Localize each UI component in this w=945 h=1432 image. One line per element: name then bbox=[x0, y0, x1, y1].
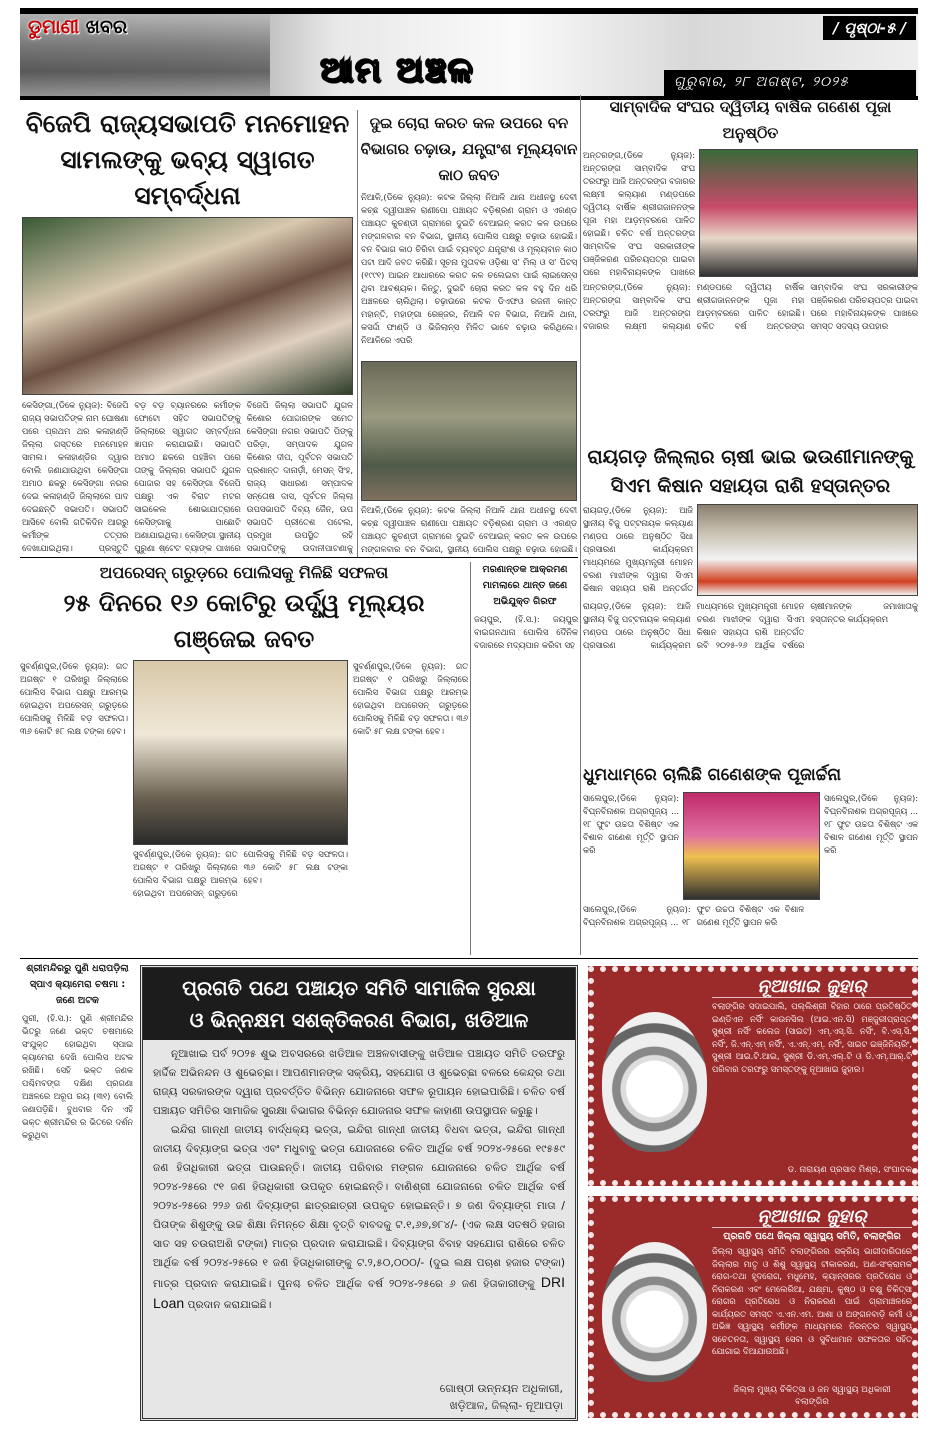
ad-subtitle: ପ୍ରଗତି ପଥେ ଜିଲ୍ଲା ସ୍ୱାସ୍ଥ୍ୟ ସମିତି, ବଲାଙ୍ଗିର bbox=[723, 1231, 901, 1242]
article-journalist-puja bbox=[583, 94, 918, 440]
headline-puri: ଶ୍ରୀମନ୍ଦିରରୁ ପୁଣି ଧରାପଡ଼ିଲା ସ୍ପାଏ କ୍ୟାମେରା ଚଷମା : ଜଣେ ଅଟକ bbox=[26, 963, 129, 1006]
advertisement-khariar-block bbox=[140, 965, 578, 1421]
article-body-raygada-cont: ରାୟଗଡ଼,(ଡିକେ ନ୍ୟୁଜ): ଆଜି ସ୍ଥାନୀୟ ବିଜୁ ପଟ୍ଟନାୟକ କଲ୍ୟାଣ ମଣ୍ଡପ ଠାରେ ଅନୁଷ୍ଠିତ ସିଧା ପ୍ରସାରଣ କାର୍ଯ୍ୟକ୍ରମ ମାଧ୍ୟମରେ ମୁଖ୍ୟମନ୍ତ୍ରୀ ମୋହନ ଚରଣ ମାଝୀଙ୍କ ଦ୍ୱାରା ସିଏମ କିଷାନ ସହାୟତା ରାଶି ଅନ୍ତର୍ଗତ ରବି ୨୦୨୫-୨୬ ଆର୍ଥିକ ବର୍ଷରେ ଚାଷୀମାନଙ୍କ ଜମାଖାତାକୁ ହସ୍ତାନ୍ତର କାର୍ଯ୍ୟକ୍ରମ bbox=[583, 601, 918, 650]
article-body-bjp: କେସିଙ୍ଗା,(ଡିକେ ନ୍ୟୁଜ): ବିଜେପି ରାଜ୍ୟ ସଭାପତିଙ୍କ ନାମ ଘୋଷଣା ପରେ ପ୍ରଥମ ଥର କଳାହାଣ୍ଡି ଜିଲ୍ଲା ଗସ୍ତରେ ମନମୋହନ ସାମଲ। କଳାହାଣ୍ଡିର ଦ୍ୱାର ବୋଲି ଜଣାଯାଉଥିବା କେସିଙ୍ଗା ଅମାଠ ଛକରୁ କେସିଙ୍ଗା ନଗର ଦେଇ କଳାହାଣ୍ଡି ଜିଲ୍ଲାରେ ପାଦ ଦେଇଛନ୍ତି ସଭାପତି। ସଭାପତି ଆସିବେ ବୋଲି ଗତିକିଦିନ ଆଗରୁ କର୍ମୀଙ୍କ ତତ୍ପର ଦେଖାଯାଇଥିଲା। ପ୍ରସ୍ତୁତି ବଡ଼ ବଡ଼ ବ୍ୟାନରରେ କର୍ମୀଙ୍କ ଫୋଟୋ ସହିତ ସଭାପତିଙ୍କୁ ଜିଲ୍ଲାରେ ସ୍ୱାଗତ ସମ୍ବର୍ଦ୍ଧନା ଜ୍ଞାପନ କରାଯାଇଛି। ସଭାପତି ଅମାଠ ଛକରେ ପହଞ୍ଚିବା ପରେ ତାଙ୍କୁ ଜିଲ୍ଲାର ସଭାପତି ଯୁଗଳ ପୋଦ୍ଦାର ସହ କେସିଙ୍ଗା ବିଜେପି ପକ୍ଷରୁ ଏକ ବିରାଟ ମଟର ସାଇକେଲ ଶୋଭାଯାତ୍ରାରେ କେସିଙ୍ଗାକୁ ପାଛୋଟି ଅଣାଯାଇଥିଲା। କେସିଙ୍ଗା ସ୍ଥାନୀୟ ପୁରୁଣା ଷ୍ଟେଟ ବ୍ୟାଙ୍କ ପାଖରେ ବିଜେପି ଜିଲ୍ଲା ସଭାପତି ଯୁଗଳ କିଶୋର ପୋଦ୍ଦାରଙ୍କ ସମେତ କେସିଙ୍ଗା ନଗର ସଭାପତି ପିଙ୍କୁ ପରିଡ଼ା, ସମ୍ପାଦକ ଯୁଗଳ କିଶୋର ଦୀପ, ପୂର୍ବତନ ସଭାପତି ପ୍ରଶାନ୍ତ ଦାନାର୍ଡ଼ୀ, ମେସନ୍ ସିଂହ, ରାଜ୍ୟ ସାଧାରଣ ସମ୍ପାଦକ ସନ୍ତୋଷ ଦାସ, ପୂର୍ବତନ ଜିଲ୍ଲା ଉପସଭାପତି ଦିବ୍ୟ ଜୈନ, ଉପ ସଭାପତି ପ୍ରୀତେଶ ପଟେଲ, ପ୍ରମୁଖ ଉପସ୍ଥିତ ରହି ସଭାପତିଙ୍କୁ ଉଦାନୀପାଟଣାକୁ bbox=[22, 400, 353, 554]
article-bjp bbox=[20, 106, 355, 556]
section-title: ଆମ ଅଞ୍ଚଳ bbox=[320, 50, 475, 90]
signature-line-1: ଜିଲ୍ଲା ମୁଖ୍ୟ ଚିକିତ୍ସା ଓ ଜନ ସ୍ୱାସ୍ଥ୍ୟ ଅଧିକାରୀ bbox=[733, 1385, 891, 1395]
logo-word-1: ଡୁମାଣୀ bbox=[28, 16, 80, 38]
column-divider bbox=[470, 562, 471, 955]
ad-signature: ଡ. ନାରାୟଣ ପ୍ରସାଦ ମିଶ୍ର, ସଂପାଦକ bbox=[787, 1165, 912, 1175]
dri-loan-label: DRI Loan bbox=[153, 1274, 565, 1311]
article-body-jaipur: ଜୟପୁର, (ହି.ସ.): ଜୟପୁର ବାଇଗନଥାନା ପୋଲିସ ଦୈନିକ ବଜାରରେ ମଦ୍ୟପାନ କରିବା ସହ bbox=[474, 614, 578, 650]
newspaper-logo bbox=[28, 16, 127, 38]
ad-header bbox=[143, 968, 575, 1040]
ad-title-line-1: ପ୍ରଗତି ପଥେ ପଞ୍ଚାୟତ ସମିତି ସାମାଜିକ ସୁରକ୍ଷା bbox=[182, 976, 536, 1000]
advertisement-nuakhai-health bbox=[588, 1196, 918, 1418]
ad-title: ନୂଆଖାଇ ଜୁହାର୍ bbox=[712, 1206, 912, 1228]
article-body-salepur: ସାଲେପୁର,(ଡିକେ ନ୍ୟୁଜ): ବିଘ୍ନବିନାଶକ ଅଗ୍ରପୂଜ୍ୟ ... ୧୮ ଫୁଟ ଉଚ୍ଚତା ବିଶିଷ୍ଟ ଏକ ବିଶାଳ ଗଣେଶ ମୂର୍ତ୍ତି ସ୍ଥାପନ କରି bbox=[583, 793, 679, 855]
headline-journalist-puja: ସାମ୍ବାଦିକ ସଂଘର ଦ୍ୱିତୀୟ ବାର୍ଷିକ ଗଣେଶ ପୂଜା ଅନୁଷ୍ଠିତ bbox=[609, 98, 892, 142]
kicker-ganja: ଅପରେସନ୍ ଗରୁଡ଼ରେ ପୋଲିସକୁ ମିଳିଛି ସଫଳତା bbox=[99, 563, 389, 582]
issue-date: ଗୁରୁବାର, ୨୮ ଅଗଷ୍ଟ, ୨୦୨୫ bbox=[664, 70, 916, 96]
photo-ganesh-idol bbox=[683, 792, 820, 900]
page-number: / ପୃଷ୍ଠା-୫ / bbox=[823, 16, 916, 40]
article-body-sawmill: ନିଆଳି,(ଡିକେ ନ୍ୟୁଜ): କଟକ ଜିଲ୍ଲା ନିଆଳି ଥାନା ଅଧୀନସ୍ଥ ଦେବୀ କଚ୍ଛ ଦ୍ୱୀପାଞ୍ଚଳ ରାଣୀପୋ ପଞ୍ଚାୟତ ବଡ଼ିଶ୍ରଣ ଗ୍ରାମ ଓ ଏରଣ୍ଡ ପଞ୍ଚାୟତ କୁଚଣ୍ଡୀ ଗ୍ରାମରେ ଦୁଇଟି ବେଆଇନ୍ କରତ କଳ ଉପରେ ମଙ୍ଗଳବାର ବନ ବିଭାଗ, ସ୍ଥାନୀୟ ପୋଲିସ ପକ୍ଷରୁ ଚଢ଼ାଉ ହୋଇଛି। ବନ ବିଭାଗ କାଠ ଚିରିବା ପାଇଁ ବ୍ୟବହୃତ ଯନ୍ତ୍ରାଂଶ ଓ ମୂଲ୍ୟବାନ କାଠ ପଟା ଆଦି ଜବତ କରିଛି। ସୂଚନା ମୁତାବକ ଓଡ଼ିଶା ସ’ ମିଲ୍ ଓ ସ’ ପିଟସ୍ (୧୯୯୧) ଆଇନ ଆଧାରରେ କରତ କଳ ଚଲେଇବା ପାଇଁ ଲାଇସେନ୍ସ ଥିବା ଆବଶ୍ୟକ। କିନ୍ତୁ, ଦୁଇଟି ଚୋରା କରତ କଳ ବହୁ ଦିନ ଧରି ଅଞ୍ଚଳରେ ଚାଲିଥିଲା। ଚଢ଼ାଉରେ କଟକ ଡିଏଫଓ ରଜନୀ କାନ୍ତ ମହାନ୍ତି, ମହାଙ୍ଗା ରେଞ୍ଜର, ନିଆଳି ବନ ବିଭାଗ, ନିଆଳି ଥାନା, କସର୍ଦ୍ଦା ଫାଣ୍ଡି ଓ ଭିଜିଲାନ୍ସ ମିଳିତ ଭାବେ ଚଢ଼ାଉ କରିଥିଲେ। ନିଆଳିରେ ଏପରି bbox=[361, 192, 577, 345]
headline-sawmill: ଦୁଇ ଚୋରା କରତ କଳ ଉପରେ ବନ ବିଭାଗର ଚଢ଼ାଉ, ଯନ୍ତ୍ରାଂଶ ମୂଲ୍ୟବାନ କାଠ ଜବତ bbox=[360, 114, 578, 184]
row-divider bbox=[20, 958, 918, 959]
headline-ganja: ୨୫ ଦିନରେ ୧୬ କୋଟିରୁ ଉର୍ଦ୍ଧ୍ୱ ମୂଲ୍ୟର ଗଞ୍ଜେଇ ଜବତ bbox=[63, 589, 425, 653]
article-body-journalist-puja: ଅନ୍ତରଙ୍ଗ,(ଡିକେ ନ୍ୟୁଜ): ଅନ୍ତରଙ୍ଗ ସାମ୍ବାଦିକ ସଂଘ ତରଫରୁ ଆଜି ଅନ୍ତରଙ୍ଗ ବଜାରର ଲକ୍ଷ୍ମୀ କଲ୍ୟାଣ ମଣ୍ଡପରେ ଦ୍ୱିତୀୟ ବାର୍ଷିକ ଶ୍ରୀଗଜାନନଙ୍କ ପୂଜା ମହା ଆଡ଼ମ୍ବରରେ ପାଳିତ ହୋଇଛି। ଚଳିତ ବର୍ଷ ଅନ୍ତରଙ୍ଗ ସାମ୍ବାଦିକ ସଂଘ ସରକାରୀଙ୍କ ପଞ୍ଜିକରଣ ପରିଚୟପତ୍ର ପାଇବା ପରେ ମହାବିନାୟକଙ୍କ ପାଖରେ bbox=[583, 150, 695, 277]
signature-line-2: ଖଡ଼ିଆଳ, ଜିଲ୍ଲା- ନୂଆପଡ଼ା bbox=[449, 1399, 563, 1412]
logo-word-2: ଖବର bbox=[85, 16, 128, 38]
article-body-ganja-right: ସୁବର୍ଣ୍ଣପୁର,(ଡିକେ ନ୍ୟୁଜ): ଗତ ଅଗଷ୍ଟ ୧ ତାରିଖରୁ ଜିଲ୍ଲାରେ ପୋଲିସ ବିଭାଗ ପକ୍ଷରୁ ଆରମ୍ଭ ହୋଇଥିବା ଅପରେସନ୍ ଗରୁଡ଼ରେ ପୋଲିସକୁ ମିଳିଛି ବଡ଼ ସଫଳତା। ୩୬ କୋଟି ୫୮ ଲକ୍ଷ ଟଙ୍କା ହେବ। bbox=[353, 661, 468, 736]
raygada-top-row bbox=[583, 504, 918, 596]
ad-content bbox=[712, 1206, 912, 1408]
ad-body bbox=[143, 1040, 575, 1377]
ad-paragraph-1: ନୂଆଖାଇ ପର୍ବ ୨୦୨୫ ଶୁଭ ଅବସରରେ ଖଡିଆଳ ଅଞ୍ଚଳବାସୀଙ୍କୁ ଖଡିଆଳ ପଞ୍ଚାୟତ ସମିତି ତରଫରୁ ହାର୍ଦ୍ଦିକ ଅଭିନନ୍ଦନ ଓ ଶୁଭେଚ୍ଛା। ଆପଣମାନଙ୍କ ସକ୍ରିୟ, ସହଯୋଗ ଓ ଶୁଭେଚ୍ଛା ବଳରେ କେନ୍ଦ୍ର ତଥା ରାଜ୍ୟ ସରକାରଙ୍କ ଦ୍ୱାରା ପ୍ରବର୍ତ୍ତିତ ବିଭିନ୍ନ ଯୋଜନାରେ ସଫଳ ରୂପାୟନ ହୋଇପାରିଛି। ଚଳିତ ବର୍ଷ ପଞ୍ଚାୟତ ସମିତିର ସାମାଜିକ ସୁରକ୍ଷା ବିଭାଗର ବିଭିନ୍ନ ଯୋଜନାର ସଫଳ କାହାଣୀ ଉପସ୍ଥାପନ କରୁଛୁ। bbox=[153, 1048, 565, 1117]
row-divider bbox=[20, 557, 578, 558]
article-body-sawmill-cont: ନିଆଳି,(ଡିକେ ନ୍ୟୁଜ): କଟକ ଜିଲ୍ଲା ନିଆଳି ଥାନା ଅଧୀନସ୍ଥ ଦେବୀ କଚ୍ଛ ଦ୍ୱୀପାଞ୍ଚଳ ରାଣୀପୋ ପଞ୍ଚାୟତ ବଡ଼ିଶ୍ରଣ ଗ୍ରାମ ଓ ଏରଣ୍ଡ ପଞ୍ଚାୟତ କୁଚଣ୍ଡୀ ଗ୍ରାମରେ ଦୁଇଟି ବେଆଇନ୍ କରତ କଳ ଉପରେ ମଙ୍ଗଳବାର ବନ ବିଭାଗ, ସ୍ଥାନୀୟ ପୋଲିସ ପକ୍ଷରୁ ଚଢ଼ାଉ ହୋଇଛି। bbox=[361, 505, 577, 554]
article-raygada bbox=[583, 443, 918, 760]
headline-jaipur: ମରଣାନ୍ତକ ଆକ୍ରମଣ ମାମଲାରେ ଥାନ୍ତ ଜଣେ ଅଭିଯୁକ୍ତ ଗିରଫ bbox=[482, 564, 568, 607]
article-puri bbox=[20, 961, 135, 1421]
ad-title-line-2: ଓ ଭିନ୍ନକ୍ଷମ ସଶକ୍ତିକରଣ ବିଭାଗ, ଖଡିଆଳ bbox=[189, 1008, 529, 1032]
column-divider bbox=[580, 95, 581, 955]
ad-text: ବଲାଙ୍ଗିର ସଦାଇପାଲି, ପଲ୍ଲିଶ୍ରୀ ବିହାର ଠାରେ ପ୍ରତିଷ୍ଠିତ ଇଣ୍ଡିଏନ ନର୍ସିଂ କାଉନସିଲ (ଆଇ.ଏନ.ସି) ମଞ୍ଜୁରୀପ୍ରାପ୍ତ ସୁଶ୍ରୀ ନର୍ସିଂ କଲେଜ (ସାଇଟ) ଏମ୍.ଏସ୍.ସି. ନର୍ସିଂ, ବି.ଏସ୍.ସି. ନର୍ସିଂ, ଜି.ଏନ୍.ଏମ୍ ନର୍ସିଂ, ଏ.ଏନ୍.ଏମ୍. ନର୍ସିଂ, ସାଇଟ ଇଞ୍ଜିନିୟରିଂ, ସୁଶ୍ରୀ ଆଇ.ଟି.ଆଇ, ସୁଶ୍ରୀ ଡି.ଏମ୍.ଏଲ୍.ଟି ଓ ଡି.ଏମ୍.ଆର୍.ଟି ପରିବାର ତରଫରୁ ସମସ୍ତଙ୍କୁ ନୂଆଖାଇ ଜୁହାର। bbox=[712, 1001, 912, 1074]
photo-journalist-puja bbox=[699, 149, 918, 277]
ad-text: ଜିଲ୍ଲା ସ୍ୱାସ୍ଥ୍ୟ ସମିତି ବଲାଙ୍ଗିରର ସକ୍ରିୟ ଭାଗୀଦାରିତାରେ ଜିଲ୍ଲାର ମାତୃ ଓ ଶିଶୁ ସ୍ୱାସ୍ଥ୍ୟ ଟୀକାକରଣ, ଅଣ-ସଂକ୍ରାମକ ରୋଗ-ତଥା ହୃଦରୋଗ, ମଧୁମେହ, କ୍ୟାନ୍ସରର ପ୍ରତିରୋଧ ଓ ନିରାକରଣ ଏବଂ ମେଲେରିଆ, ଯକ୍ଷ୍ମା, କୁଷ୍ଠ ଓ ଚକ୍ଷୁ ଚିକିତ୍ସା ରୋଗର ପ୍ରତିରୋଧ ଓ ନିରାକରଣ ପାଇଁ ଗ୍ରାମାଞ୍ଚଳରେ କାର୍ଯ୍ୟରତ ସମସ୍ତ ଏ.ଏନ.ଏମ. ଆଶା ଓ ଅଙ୍ଗନବାଡ଼ି କର୍ମୀ ଓ ଅଭିଜ୍ଞ ସ୍ୱାସ୍ଥ୍ୟ କର୍ମୀଙ୍କ ମାଧ୍ୟମରେ ନିରନ୍ତର ସ୍ୱାସ୍ଥ୍ୟ ସଚେତନତା, ସ୍ୱାସ୍ଥ୍ୟ ସେବା ଓ ସୁବିଧାମାନ ସଫଳତାର ସହିତ ଯୋଗାଇ ଦିଆଯାଉଅଛି। bbox=[712, 1246, 912, 1356]
article-salepur bbox=[583, 762, 918, 956]
ad-paragraph-2: ଇନ୍ଦିରା ଗାନ୍ଧୀ ଜାତୀୟ ବାର୍ଦ୍ଧକ୍ୟ ଭତ୍ତା, ଇନ୍ଦିରା ଗାନ୍ଧୀ ଜାତୀୟ ବିଧବା ଭତ୍ତା, ଇନ୍ଦିରା ଗାନ୍ଧୀ ଜାତୀୟ ଦିବ୍ୟାଙ୍ଗ ଭତ୍ତା ଏବଂ ମଧୁବାବୁ ଭତ୍ତା ଯୋଜନାରେ ଚଳିତ ଆର୍ଥିକ ବର୍ଷ ୨୦୨୪-୨୫ରେ ୧୯୫୫୯ ଜଣ ହିତାଧିକାରୀ ଭତ୍ତା ପାଉଛନ୍ତି। ଜାତୀୟ ପରିବାର ମଙ୍ଗଳ ଯୋଜନାରେ ଚଳିତ ଆର୍ଥିକ ବର୍ଷ ୨୦୨୪-୨୫ରେ ୯୧ ଜଣ ହିତାଧିକାରୀ ଉପକୃତ ହୋଇଛନ୍ତି। ବାଣିଶ୍ରୀ ଯୋଜନାରେ ଚଳିତ ଆର୍ଥିକ ବର୍ଷ ୨୦୨୪-୨୫ରେ ୨୨୬ ଜଣ ଦିବ୍ୟାଙ୍ଗ ଛାତ୍ରଛାତ୍ରୀ ଉପକୃତ ହୋଇଛନ୍ତି। ୭ ଜଣ ଦିବ୍ୟାଙ୍ଗ ମାତା / ପିତାଙ୍କ ଶିଶୁଙ୍କୁ ଉଚ୍ଚ ଶିକ୍ଷା ନିମନ୍ତେ ଶିକ୍ଷା ବୃତ୍ତି ବାବଦକୁ ଟ.୧,୬୭,୭୮୪/- (ଏକ ଲକ୍ଷ ସତଷଠି ହଜାର ସାତ ସହ ଚଉରାଅଶି ଟଙ୍କା) ମାତ୍ର ପ୍ରଦାନ କରାଯାଇଛି। ଦିବ୍ୟାଙ୍ଗ ବିବାହ ସହଯୋଗ ରାଶିରେ ଚଳିତ ଆର୍ଥିକ ବର୍ଷ ୨୦୨୪-୨୫ରେ ୧ ଜଣ ହିତାଧିକାରୀଙ୍କୁ ଟ.୨,୫୦,୦୦୦/- (ଦୁଇ ଲକ୍ଷ ପଚାଶ ହଜାର ଟଙ୍କା) ମାତ୍ର ପ୍ରଦାନ କରାଯାଇଛି। ପୁନଶ୍ଚ ଚଳିତ ଆର୍ଥିକ ବର୍ଷ ୨୦୨୪-୨୫ରେ ୬ ଜଣ ହିତାକାରୀଙ୍କୁ bbox=[153, 1124, 565, 1290]
photo-raygada-event bbox=[697, 504, 918, 596]
advertisement-nuakhai-nursing bbox=[588, 966, 918, 1186]
ad-content bbox=[712, 976, 912, 1176]
ad-signature bbox=[143, 1377, 575, 1418]
photo-bjp-welcome bbox=[22, 217, 353, 395]
article-jaipur bbox=[472, 562, 578, 956]
deity-illustration bbox=[602, 1242, 707, 1382]
headline-salepur-ganesh: ଧୁମଧାମ୍‌ରେ ଚାଲିଛି ଗଣେଶଙ୍କ ପୂଜାର୍ଚ୍ଚନା bbox=[583, 765, 842, 785]
article-sawmill bbox=[360, 110, 578, 556]
article-body-journalist-puja-cont: ଅନ୍ତରଙ୍ଗ,(ଡିକେ ନ୍ୟୁଜ): ଅନ୍ତରଙ୍ଗ ସାମ୍ବାଦିକ ସଂଘ ତରଫରୁ ଆଜି ଅନ୍ତରଙ୍ଗ ବଜାରର ଲକ୍ଷ୍ମୀ କଲ୍ୟାଣ ମଣ୍ଡପରେ ଦ୍ୱିତୀୟ ବାର୍ଷିକ ଶ୍ରୀଗଜାନନଙ୍କ ପୂଜା ମହା ଆଡ଼ମ୍ବରରେ ପାଳିତ ହୋଇଛି। ଚଳିତ ବର୍ଷ ଅନ୍ତରଙ୍ଗ ସାମ୍ବାଦିକ ସଂଘ ସରକାରୀଙ୍କ ପଞ୍ଜିକରଣ ପରିଚୟପତ୍ର ପାଇବା ପରେ ମହାବିନାୟକଙ୍କ ପାଖରେ ସମସ୍ତ ସଦସ୍ୟ ଉପହାର bbox=[583, 282, 918, 331]
signature-line-2: ବଲାଙ୍ଗିର bbox=[795, 1397, 829, 1407]
photo-sawmill-raid bbox=[361, 361, 577, 501]
article-body-ganja-mid: ସୁବର୍ଣ୍ଣପୁର,(ଡିକେ ନ୍ୟୁଜ): ଗତ ଅଗଷ୍ଟ ୧ ତାରିଖରୁ ଜିଲ୍ଲାରେ ପୋଲିସ ବିଭାଗ ପକ୍ଷରୁ ଆରମ୍ଭ ହୋଇଥିବା ଅପରେସନ୍ ଗରୁଡ଼ରେ ପୋଲିସକୁ ମିଳିଛି ବଡ଼ ସଫଳତା। ୩୬ କୋଟି ୫୮ ଲକ୍ଷ ଟଙ୍କା ହେବ। bbox=[133, 848, 348, 898]
salepur-top-row bbox=[583, 792, 918, 900]
article-body-salepur-cont: ସାଲେପୁର,(ଡିକେ ନ୍ୟୁଜ): ବିଘ୍ନବିନାଶକ ଅଗ୍ରପୂଜ୍ୟ ... ୧୮ ଫୁଟ ଉଚ୍ଚତା ବିଶିଷ୍ଟ ଏକ ବିଶାଳ ଗଣେଶ ମୂର୍ତ୍ତି ସ୍ଥାପନ କରି bbox=[583, 904, 805, 927]
ganja-middle-column bbox=[133, 660, 348, 956]
ad-title: ନୂଆଖାଇ ଜୁହାର୍ bbox=[712, 976, 912, 998]
signature-line-1: ଗୋଷ୍ଠୀ ଉନ୍ନୟନ ଅଧିକାରୀ, bbox=[439, 1382, 563, 1395]
ad-paragraph-2-end: ପ୍ରଦାନ କରାଯାଇଛି। bbox=[187, 1299, 272, 1311]
ad-signature bbox=[712, 1384, 912, 1408]
masthead bbox=[20, 8, 918, 100]
photo-police-press-meet bbox=[133, 660, 348, 845]
article-body-raygada: ରାୟଗଡ଼,(ଡିକେ ନ୍ୟୁଜ): ଆଜି ସ୍ଥାନୀୟ ବିଜୁ ପଟ୍ଟନାୟକ କଲ୍ୟାଣ ମଣ୍ଡପ ଠାରେ ଅନୁଷ୍ଠିତ ସିଧା ପ୍ରସାରଣ କାର୍ଯ୍ୟକ୍ରମ ମାଧ୍ୟମରେ ମୁଖ୍ୟମନ୍ତ୍ରୀ ମୋହନ ଚରଣ ମାଝୀଙ୍କ ଦ୍ୱାରା ସିଏମ କିଷାନ ସହାୟତା ରାଶି ଅନ୍ତର୍ଗତ bbox=[583, 505, 693, 593]
article-body-puri: ପୁରୀ, (ହି.ସ.): ପୁଣି ଶ୍ରୀମନ୍ଦିର ଭିତରୁ ଜଣେ ଭକ୍ତ ଚଷମାରେ ସଂଯୁକ୍ତ ହୋଇଥିବା ସ୍ପାଇ କ୍ୟାମେରା ଦେଖି ପୋଲିସ ଅଟକ ରଖିଛି। ସେହି ଭକ୍ତ ଜଣକ ପଶ୍ଚିମବଙ୍ଗ ଦକ୍ଷିଣ ପ୍ରଗଣା ଅଞ୍ଚଳରେ ଅରୂପ ରୟ (୩୧) ବୋଲି ଜଣାପଡ଼ିଛି। ବୁଧବାର ଦିନ ଏହି ଭକ୍ତ ଶ୍ରୀମନ୍ଦିର ର ଭିତରେ ଦର୍ଶନ କରୁଥିବା bbox=[22, 1013, 133, 1140]
article-ganja bbox=[20, 561, 468, 956]
article-body-ganja: ସୁବର୍ଣ୍ଣପୁର,(ଡିକେ ନ୍ୟୁଜ): ଗତ ଅଗଷ୍ଟ ୧ ତାରିଖରୁ ଜିଲ୍ଲାରେ ପୋଲିସ ବିଭାଗ ପକ୍ଷରୁ ଆରମ୍ଭ ହୋଇଥିବା ଅପରେସନ୍ ଗରୁଡ଼ରେ ପୋଲିସକୁ ମିଳିଛି ବଡ଼ ସଫଳତା। ୩୬ କୋଟି ୫୮ ଲକ୍ଷ ଟଙ୍କା ହେବ। bbox=[20, 661, 128, 736]
deity-illustration bbox=[602, 1012, 707, 1152]
article-body-salepur-right: ସାଲେପୁର,(ଡିକେ ନ୍ୟୁଜ): ବିଘ୍ନବିନାଶକ ଅଗ୍ରପୂଜ୍ୟ ... ୧୮ ଫୁଟ ଉଚ୍ଚତା ବିଶିଷ୍ଟ ଏକ ବିଶାଳ ଗଣେଶ ମୂର୍ତ୍ତି ସ୍ଥାପନ କରି bbox=[824, 793, 918, 855]
column-divider bbox=[357, 110, 358, 558]
headline-bjp: ବିଜେପି ରାଜ୍ୟସଭାପତି ମନମୋହନ ସାମଲଙ୍କୁ ଭବ୍ୟ ସ୍ୱାଗତ ସମ୍ବର୍ଦ୍ଧନା bbox=[25, 109, 350, 210]
journalist-puja-top-row bbox=[583, 149, 918, 277]
ganja-body-row bbox=[20, 660, 468, 956]
headline-raygada: ରାୟଗଡ଼ ଜିଲ୍ଲାର ଚାଷୀ ଭାଇ ଭଉଣୀମାନଙ୍କୁ ସିଏମ କିଷାନ ସହାୟତା ରାଶି ହସ୍ତାନ୍ତର bbox=[587, 446, 914, 497]
